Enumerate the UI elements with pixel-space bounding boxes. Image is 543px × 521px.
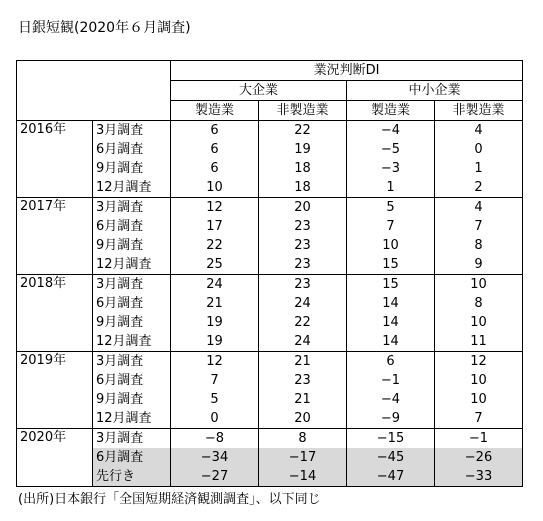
survey-label-cell: 9月調査 <box>93 390 171 409</box>
di-value-cell: 22 <box>259 313 347 332</box>
year-cell <box>17 467 93 487</box>
table-row <box>17 332 523 352</box>
di-value-cell: 10 <box>171 178 259 198</box>
di-value-cell: 21 <box>259 390 347 409</box>
di-value-cell: 12 <box>435 352 523 372</box>
table-row <box>17 198 523 218</box>
survey-label-cell: 12月調査 <box>93 255 171 275</box>
di-value-cell: 19 <box>171 332 259 352</box>
year-cell <box>17 313 93 332</box>
table-row <box>17 371 523 390</box>
di-value-cell: 23 <box>259 275 347 295</box>
year-cell <box>17 255 93 275</box>
year-cell <box>17 217 93 236</box>
di-value-cell: −17 <box>259 448 347 467</box>
year-cell: 2020年 <box>17 429 93 449</box>
table-row <box>17 121 523 141</box>
year-cell <box>17 371 93 390</box>
table-row <box>17 255 523 275</box>
di-value-cell: 19 <box>259 140 347 159</box>
di-value-cell: 0 <box>435 140 523 159</box>
year-cell <box>17 294 93 313</box>
subcol-header: 非製造業 <box>259 101 347 121</box>
di-value-cell: 9 <box>435 255 523 275</box>
year-cell <box>17 409 93 429</box>
survey-label-cell: 9月調査 <box>93 313 171 332</box>
table-row <box>17 313 523 332</box>
di-value-cell: 2 <box>435 178 523 198</box>
di-value-cell: 14 <box>347 332 435 352</box>
di-value-cell: 23 <box>259 236 347 255</box>
corner-cell <box>17 61 93 81</box>
table-row <box>17 178 523 198</box>
di-value-cell: 25 <box>171 255 259 275</box>
survey-label-cell: 12月調査 <box>93 178 171 198</box>
di-value-cell: 14 <box>347 313 435 332</box>
di-value-cell: 19 <box>171 313 259 332</box>
di-value-cell: 10 <box>435 313 523 332</box>
survey-label-cell: 3月調査 <box>93 275 171 295</box>
di-value-cell: 8 <box>435 294 523 313</box>
di-value-cell: −14 <box>259 467 347 487</box>
year-cell <box>17 236 93 255</box>
di-value-cell: 6 <box>171 121 259 141</box>
table-row <box>17 352 523 372</box>
di-value-cell: −26 <box>435 448 523 467</box>
di-value-cell: 18 <box>259 178 347 198</box>
table-row <box>17 448 523 467</box>
di-value-cell: −15 <box>347 429 435 449</box>
di-value-cell: −45 <box>347 448 435 467</box>
di-value-cell: −8 <box>171 429 259 449</box>
di-value-cell: 10 <box>347 236 435 255</box>
di-value-cell: 4 <box>435 198 523 218</box>
di-value-cell: 4 <box>435 121 523 141</box>
survey-label-cell: 6月調査 <box>93 140 171 159</box>
header-group-large: 大企業 <box>171 81 347 101</box>
di-value-cell: 22 <box>259 121 347 141</box>
year-cell <box>17 159 93 178</box>
survey-label-cell: 12月調査 <box>93 409 171 429</box>
survey-label-cell: 先行き <box>93 467 171 487</box>
di-value-cell: 15 <box>347 275 435 295</box>
table-row <box>17 467 523 487</box>
year-cell <box>17 390 93 409</box>
di-value-cell: 12 <box>171 198 259 218</box>
table-row <box>17 159 523 178</box>
subcol-header: 製造業 <box>347 101 435 121</box>
di-value-cell: 1 <box>435 159 523 178</box>
table-row <box>17 390 523 409</box>
di-value-cell: 6 <box>171 159 259 178</box>
di-value-cell: 10 <box>435 275 523 295</box>
di-value-cell: 10 <box>435 390 523 409</box>
year-cell: 2018年 <box>17 275 93 295</box>
survey-label-cell: 3月調査 <box>93 198 171 218</box>
di-value-cell: 15 <box>347 255 435 275</box>
year-cell: 2016年 <box>17 121 93 141</box>
source-note: (出所)日本銀行「全国短期経済観測調査」、以下同じ <box>18 492 321 507</box>
table-row <box>17 217 523 236</box>
di-value-cell: −33 <box>435 467 523 487</box>
di-value-cell: 17 <box>171 217 259 236</box>
header-top: 業況判断DI <box>171 61 523 81</box>
di-value-cell: 10 <box>435 371 523 390</box>
year-cell <box>17 178 93 198</box>
survey-label-cell: 6月調査 <box>93 448 171 467</box>
di-value-cell: 7 <box>171 371 259 390</box>
di-value-cell: 24 <box>259 294 347 313</box>
survey-label-cell: 3月調査 <box>93 121 171 141</box>
subcol-header: 非製造業 <box>435 101 523 121</box>
di-value-cell: −1 <box>347 371 435 390</box>
di-value-cell: −1 <box>435 429 523 449</box>
survey-label-cell: 12月調査 <box>93 332 171 352</box>
di-value-cell: −9 <box>347 409 435 429</box>
di-value-cell: −27 <box>171 467 259 487</box>
survey-label-cell: 6月調査 <box>93 217 171 236</box>
di-value-cell: 1 <box>347 178 435 198</box>
di-value-cell: 6 <box>171 140 259 159</box>
year-cell <box>17 140 93 159</box>
di-value-cell: 24 <box>171 275 259 295</box>
di-value-cell: 23 <box>259 255 347 275</box>
di-value-cell: 7 <box>435 409 523 429</box>
di-value-cell: 21 <box>259 352 347 372</box>
di-value-cell: −5 <box>347 140 435 159</box>
di-value-cell: −3 <box>347 159 435 178</box>
di-value-cell: 21 <box>171 294 259 313</box>
di-value-cell: 23 <box>259 217 347 236</box>
year-cell <box>17 448 93 467</box>
di-value-cell: −34 <box>171 448 259 467</box>
table-row <box>17 294 523 313</box>
di-value-cell: 0 <box>171 409 259 429</box>
di-value-cell: 11 <box>435 332 523 352</box>
di-value-cell: 24 <box>259 332 347 352</box>
survey-label-cell: 3月調査 <box>93 429 171 449</box>
survey-label-cell: 6月調査 <box>93 294 171 313</box>
di-value-cell: 18 <box>259 159 347 178</box>
survey-label-cell: 3月調査 <box>93 352 171 372</box>
year-cell: 2019年 <box>17 352 93 372</box>
di-value-cell: −4 <box>347 121 435 141</box>
table-row <box>17 140 523 159</box>
di-value-cell: 7 <box>435 217 523 236</box>
di-value-cell: 14 <box>347 294 435 313</box>
header-group-small: 中小企業 <box>347 81 523 101</box>
table-row <box>17 275 523 295</box>
tankan-table <box>16 60 523 487</box>
di-value-cell: 8 <box>435 236 523 255</box>
di-value-cell: 7 <box>347 217 435 236</box>
year-cell: 2017年 <box>17 198 93 218</box>
page-title: 日銀短観(2020年６月調査) <box>18 20 191 36</box>
di-value-cell: 20 <box>259 409 347 429</box>
di-value-cell: −47 <box>347 467 435 487</box>
di-value-cell: 23 <box>259 371 347 390</box>
di-value-cell: 5 <box>171 390 259 409</box>
di-value-cell: 20 <box>259 198 347 218</box>
survey-label-cell: 6月調査 <box>93 371 171 390</box>
subcol-header: 製造業 <box>171 101 259 121</box>
di-value-cell: 22 <box>171 236 259 255</box>
di-value-cell: 12 <box>171 352 259 372</box>
di-value-cell: 8 <box>259 429 347 449</box>
table-row <box>17 409 523 429</box>
survey-label-cell: 9月調査 <box>93 159 171 178</box>
di-value-cell: 5 <box>347 198 435 218</box>
di-value-cell: −4 <box>347 390 435 409</box>
di-value-cell: 6 <box>347 352 435 372</box>
year-cell <box>17 332 93 352</box>
table-row <box>17 236 523 255</box>
survey-label-cell: 9月調査 <box>93 236 171 255</box>
table-row <box>17 429 523 449</box>
